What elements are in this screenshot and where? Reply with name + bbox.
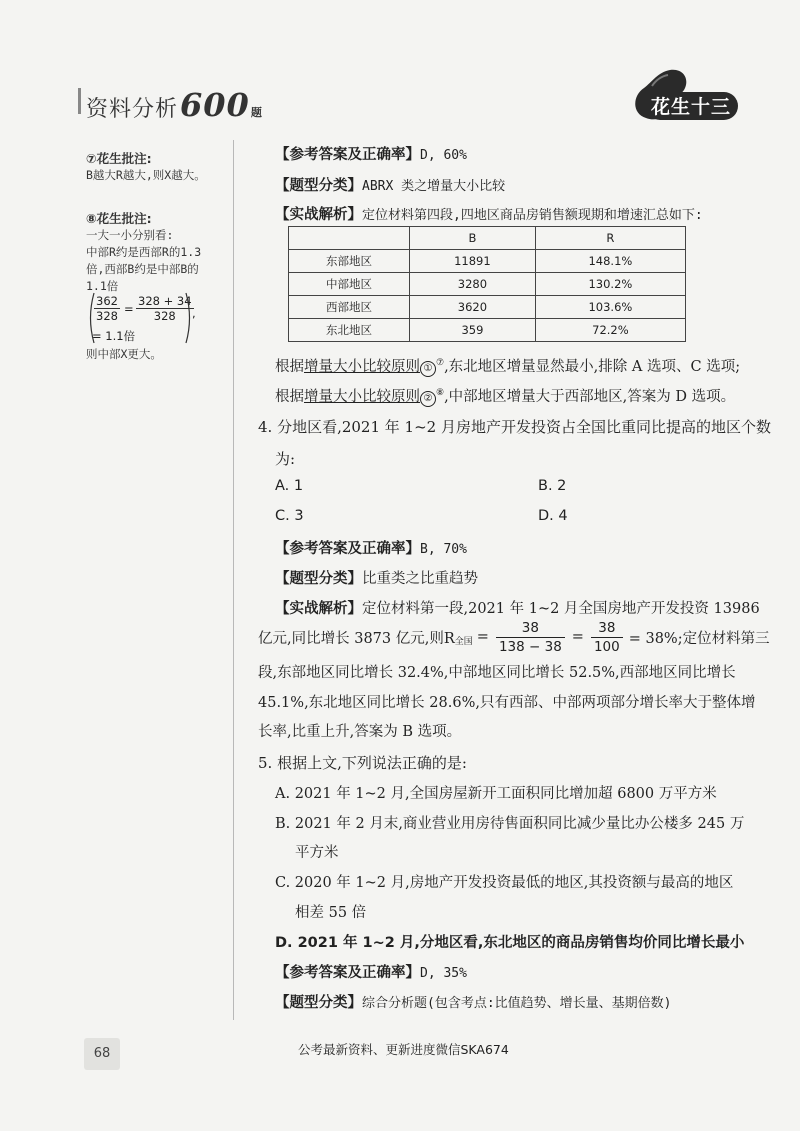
fraction-den: 138 − 38 bbox=[498, 638, 562, 655]
table-cell: 11891 bbox=[410, 250, 536, 273]
fraction-right-den: 328 bbox=[153, 309, 176, 323]
table-header-cell: R bbox=[535, 227, 685, 250]
q5-option-a[interactable]: A. 2021 年 1~2 月,全国房屋新开工面积同比增加超 6800 万平方米 bbox=[275, 786, 717, 802]
text: 根据 bbox=[275, 359, 304, 375]
sidebar-note-7 bbox=[86, 150, 228, 184]
q5-option-d[interactable]: D. 2021 年 1~2 月,分地区看,东北地区的商品房销售均价同比增长最小 bbox=[275, 935, 745, 951]
q4-analysis-line-1 bbox=[275, 597, 760, 618]
q4-type bbox=[275, 567, 478, 588]
q5-stem: 5. 根据上文,下列说法正确的是: bbox=[258, 754, 467, 772]
q5-option-b-cont: 平方米 bbox=[295, 845, 339, 861]
q4-analysis-text: 定位材料第一段,2021 年 1~2 月全国房地产开发投资 13986 bbox=[362, 601, 760, 617]
region-sales-table bbox=[288, 226, 686, 342]
table-cell: 103.6% bbox=[535, 296, 685, 319]
circled-number: ① bbox=[420, 361, 436, 377]
q3-answer-value: D, 60% bbox=[420, 148, 467, 163]
q3-conclusion-1 bbox=[275, 355, 740, 377]
table-cell: 130.2% bbox=[535, 273, 685, 296]
q4-analysis-label: 【实战解析】 bbox=[275, 601, 362, 617]
q4-option-b[interactable]: B. 2 bbox=[538, 478, 567, 494]
q4-type-label: 【题型分类】 bbox=[275, 571, 362, 587]
principle-link: 增量大小比较原则 bbox=[304, 389, 420, 405]
book-title-suffix: 题 bbox=[250, 106, 263, 119]
text: ,中部地区增量大于西部地区,答案为 D 选项。 bbox=[444, 389, 736, 405]
q5-type bbox=[275, 991, 671, 1012]
table-cell: 3280 bbox=[410, 273, 536, 296]
table-row bbox=[289, 273, 686, 296]
q4-analysis-text: = 38%;定位材料第三 bbox=[628, 630, 770, 647]
sidebar-note-8 bbox=[86, 210, 228, 295]
table-cell: 东北地区 bbox=[289, 319, 410, 342]
note-8-end: 则中部X更大。 bbox=[86, 347, 162, 361]
text: ,东北地区增量显然最小,排除 A 选项、C 选项; bbox=[444, 359, 741, 375]
q3-type-value: ABRX 类之增量大小比较 bbox=[362, 179, 506, 194]
q4-analysis-line-4: 45.1%,东北地区同比增长 28.6%,只有西部、中部两项部分增长率大于整体增 bbox=[258, 695, 756, 711]
table-header-cell: B bbox=[410, 227, 536, 250]
q3-analysis-value: 定位材料第四段,四地区商品房销售额现期和增速汇总如下: bbox=[362, 208, 703, 223]
book-title-text: 资料分析 bbox=[86, 97, 179, 122]
q4-option-d[interactable]: D. 4 bbox=[538, 508, 568, 524]
column-divider bbox=[233, 140, 234, 1020]
formula-fraction-2 bbox=[591, 619, 623, 656]
table-cell: 中部地区 bbox=[289, 273, 410, 296]
page-number: 68 bbox=[84, 1038, 120, 1070]
q5-answer-label: 【参考答案及正确率】 bbox=[275, 965, 420, 981]
note-7-body: B越大R越大,则X越大。 bbox=[86, 168, 206, 182]
fraction-left bbox=[94, 294, 120, 323]
text: 根据 bbox=[275, 389, 304, 405]
table-row bbox=[289, 296, 686, 319]
fraction-eq: = bbox=[124, 302, 134, 316]
equals: = bbox=[476, 629, 489, 645]
formula-fraction-1 bbox=[496, 619, 565, 656]
table-cell: 东部地区 bbox=[289, 250, 410, 273]
fraction-comma: , bbox=[192, 306, 196, 320]
fraction-num: 38 bbox=[591, 619, 623, 638]
q4-option-c[interactable]: C. 3 bbox=[275, 508, 304, 524]
table-header-row bbox=[289, 227, 686, 250]
fraction-left-num: 362 bbox=[96, 294, 118, 308]
q4-stem-line-1: 4. 分地区看,2021 年 1~2 月房地产开发投资占全国比重同比提高的地区个数 bbox=[258, 418, 771, 436]
note-8-line: 倍,西部B约是中部B的 bbox=[86, 262, 199, 276]
q3-analysis bbox=[275, 203, 703, 224]
q4-option-a[interactable]: A. 1 bbox=[275, 478, 304, 494]
fraction-den: 100 bbox=[593, 638, 620, 655]
q5-type-label: 【题型分类】 bbox=[275, 995, 362, 1011]
q5-option-c[interactable]: C. 2020 年 1~2 月,房地产开发投资最低的地区,其投资额与最高的地区 bbox=[275, 875, 734, 891]
note-8-formula bbox=[86, 292, 198, 344]
table-row bbox=[289, 250, 686, 273]
table-header-cell bbox=[289, 227, 410, 250]
note-8-line: 中部R约是西部R的1.3 bbox=[86, 245, 202, 259]
fraction-left-den: 328 bbox=[96, 309, 118, 323]
footnote-ref: ⑦ bbox=[436, 358, 445, 369]
q4-type-value: 比重类之比重趋势 bbox=[362, 571, 478, 587]
note-8-line: 1.1倍 bbox=[86, 279, 119, 293]
table-cell: 359 bbox=[410, 319, 536, 342]
q4-analysis-text: 亿元,同比增长 3873 亿元,则R bbox=[258, 630, 455, 647]
q3-conclusion-2 bbox=[275, 385, 735, 407]
q4-answer bbox=[275, 537, 467, 558]
q3-analysis-label: 【实战解析】 bbox=[275, 207, 362, 223]
q4-analysis-line-5: 长率,比重上升,答案为 B 选项。 bbox=[258, 724, 462, 740]
q3-answer-label: 【参考答案及正确率】 bbox=[275, 147, 420, 163]
table-cell: 148.1% bbox=[535, 250, 685, 273]
principle-link: 增量大小比较原则 bbox=[304, 359, 420, 375]
circled-number: ② bbox=[420, 391, 436, 407]
equals: = bbox=[571, 629, 584, 645]
fraction-result: = 1.1倍 bbox=[92, 329, 136, 343]
header-bar bbox=[78, 88, 81, 114]
subscript: 全国 bbox=[454, 637, 473, 647]
fraction-num: 38 bbox=[496, 619, 565, 638]
footnote-ref: ⑧ bbox=[436, 388, 445, 399]
q3-answer bbox=[275, 143, 467, 164]
table-cell: 西部地区 bbox=[289, 296, 410, 319]
note-8-title: ⑧花生批注: bbox=[86, 211, 152, 226]
logo-text: 花生十三 bbox=[651, 96, 732, 118]
fraction-right-num: 328 + 34 bbox=[138, 294, 192, 308]
footer-note: 公考最新资料、更新进度微信SKA674 bbox=[298, 1042, 509, 1057]
q4-answer-label: 【参考答案及正确率】 bbox=[275, 541, 420, 557]
q5-answer bbox=[275, 961, 467, 982]
q4-analysis-line-2 bbox=[258, 617, 770, 657]
q3-type bbox=[275, 174, 505, 195]
q5-option-b[interactable]: B. 2021 年 2 月末,商业营业用房待售面积同比减少量比办公楼多 245 万 bbox=[275, 816, 745, 832]
table-cell: 3620 bbox=[410, 296, 536, 319]
q5-option-c-cont: 相差 55 倍 bbox=[295, 905, 367, 921]
book-title bbox=[86, 86, 263, 124]
q4-stem-line-2: 为: bbox=[275, 450, 296, 468]
book-title-number: 600 bbox=[180, 86, 250, 124]
note-8-line: 一大一小分别看: bbox=[86, 228, 174, 242]
q3-type-label: 【题型分类】 bbox=[275, 178, 362, 194]
note-7-title: ⑦花生批注: bbox=[86, 151, 152, 166]
table-cell: 72.2% bbox=[535, 319, 685, 342]
q5-answer-value: D, 35% bbox=[420, 966, 467, 981]
q4-answer-value: B, 70% bbox=[420, 542, 467, 557]
table-row bbox=[289, 319, 686, 342]
q4-analysis-line-3: 段,东部地区同比增长 32.4%,中部地区同比增长 52.5%,西部地区同比增长 bbox=[258, 665, 736, 681]
q5-type-value: 综合分析题(包含考点:比值趋势、增长量、基期倍数) bbox=[362, 996, 672, 1011]
